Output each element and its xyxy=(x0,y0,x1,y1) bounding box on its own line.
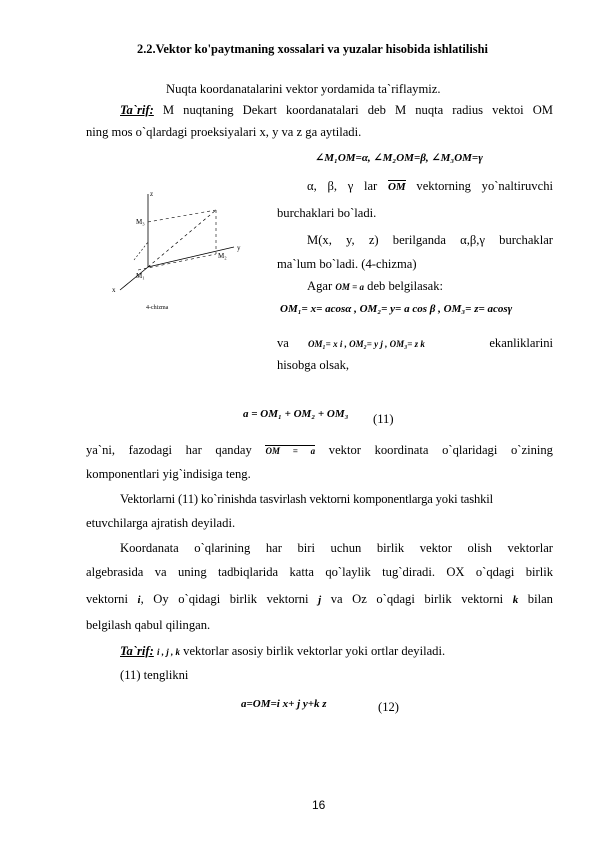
para4-text-c: va Oz o`qdagi birlik vektorni xyxy=(330,592,504,606)
para4-line-2: algebrasida va uning tadbiqlarida katta qo`laylik tug`diradi. OX o`qdagi birlik xyxy=(86,565,553,579)
guide-line-1 xyxy=(148,210,216,222)
unit-vector-j: j xyxy=(318,594,322,606)
para5-line xyxy=(120,644,445,659)
equation-11: a = OM₁ + OM₂ + OM₃ xyxy=(243,408,349,420)
right-col-line-4: ma`lum bo`ladi. (4-chizma) xyxy=(277,257,417,271)
figure-label-m3: M₃ xyxy=(136,218,145,226)
right-col-line-7 xyxy=(277,336,553,351)
right-col-line-2: burchaklari bo`ladi. xyxy=(277,206,377,220)
equation-11-number: (11) xyxy=(373,412,394,426)
angles-formula: ∠M₁OM=α, ∠M₂OM=β, ∠M₃OM=γ xyxy=(315,152,483,164)
page-number: 16 xyxy=(312,798,326,812)
om-equals-a-formula: OM = a xyxy=(335,282,364,292)
unit-vector-k: k xyxy=(512,594,519,606)
right-col-line-8: hisobga olsak, xyxy=(277,358,350,372)
right-col-line-5 xyxy=(307,279,443,294)
figure-label-m1: M₁ xyxy=(136,272,145,280)
figure-label-x: x xyxy=(112,286,116,294)
para4-line-1: Koordanata o`qlarining har biri uchun birlik vektor olish vektorlar xyxy=(120,541,553,555)
figure-label-m2: M₂ xyxy=(218,252,227,260)
definition-term-2: Ta`rif: xyxy=(120,644,154,658)
coordinate-figure xyxy=(106,182,256,312)
definition-line-1 xyxy=(120,103,553,118)
definition-line-2: ning mos o`qlardagi proeksiyalari x, y va z ga aytiladi. xyxy=(86,125,362,139)
definition-text: M nuqtaning Dekart koordanatalari deb M nuqta radius vektoi OM xyxy=(162,103,553,117)
right-col-line-1 xyxy=(307,179,553,194)
section-heading: 2.2.Vektor ko'paytmaning xossalari va yuzalar hisobida ishlatilishi xyxy=(137,42,488,56)
para3-line-1: Vektorlarni (11) ko`rinishda tasvirlash vektorni komponentlarga yoki tashkil xyxy=(120,492,493,506)
figure-caption: 4-chizma xyxy=(146,305,169,311)
vector-om: OM xyxy=(387,181,406,193)
equation-12: a=OM=i x+ j y+k z xyxy=(241,698,327,710)
para3-line-2: etuvchilarga ajratish deyiladi. xyxy=(86,516,236,530)
unit-vector-i: i xyxy=(137,594,141,606)
basis-vectors: i , j , k xyxy=(156,647,180,657)
guide-line-4 xyxy=(134,242,148,260)
para2-text-a: ya`ni, fazodagi har qanday xyxy=(86,443,252,457)
subheading: Nuqta koordanatalarini vektor yordamida ta`riflaymiz. xyxy=(166,82,441,96)
components-formula: OM₁= x= acosα , OM₂= y= a cos β , OM₃= z= acosγ xyxy=(280,303,513,315)
para4-text-b: , Oy o`qidagi birlik vektorni xyxy=(140,592,309,606)
guide-line-3 xyxy=(138,254,216,270)
right-col-text-7: ekanliklarini xyxy=(489,336,553,350)
equation-12-number: (12) xyxy=(378,700,399,714)
para4-text-d: bilan xyxy=(527,592,553,606)
agar-word: Agar xyxy=(307,279,333,293)
figure-label-z: z xyxy=(150,190,154,198)
om-vector-line xyxy=(148,210,216,267)
para4-text-a: vektorni xyxy=(86,592,128,606)
para2-text-b: vektor koordinata o`qlaridagi o`zining xyxy=(328,443,553,457)
para4-line-3 xyxy=(86,592,553,607)
definition-term: Ta`rif: xyxy=(120,103,154,117)
figure-label-y: y xyxy=(237,244,241,252)
right-col-text-1: vektorning yo`naltiruvchi xyxy=(416,179,553,193)
para6-line: (11) tenglikni xyxy=(120,668,189,682)
greek-letters: α, β, γ lar xyxy=(307,179,378,193)
para2-line-1 xyxy=(86,443,553,458)
unit-vector-formula: OM₁= x i , OM₂= y j , OM₃= z k xyxy=(308,339,425,349)
right-col-text-5: deb belgilasak: xyxy=(367,279,444,293)
va-word: va xyxy=(277,336,289,350)
para5-text: vektorlar asosiy birlik vektorlar yoki ortlar deyiladi. xyxy=(183,644,446,658)
right-col-line-3: M(x, y, z) berilganda α,β,γ burchaklar xyxy=(307,233,553,247)
para4-line-4: belgilash qabul qilingan. xyxy=(86,618,211,632)
para2-line-2: komponentlari yig`indisiga teng. xyxy=(86,467,251,481)
om-equals-a-inline: OM = a xyxy=(265,446,316,456)
